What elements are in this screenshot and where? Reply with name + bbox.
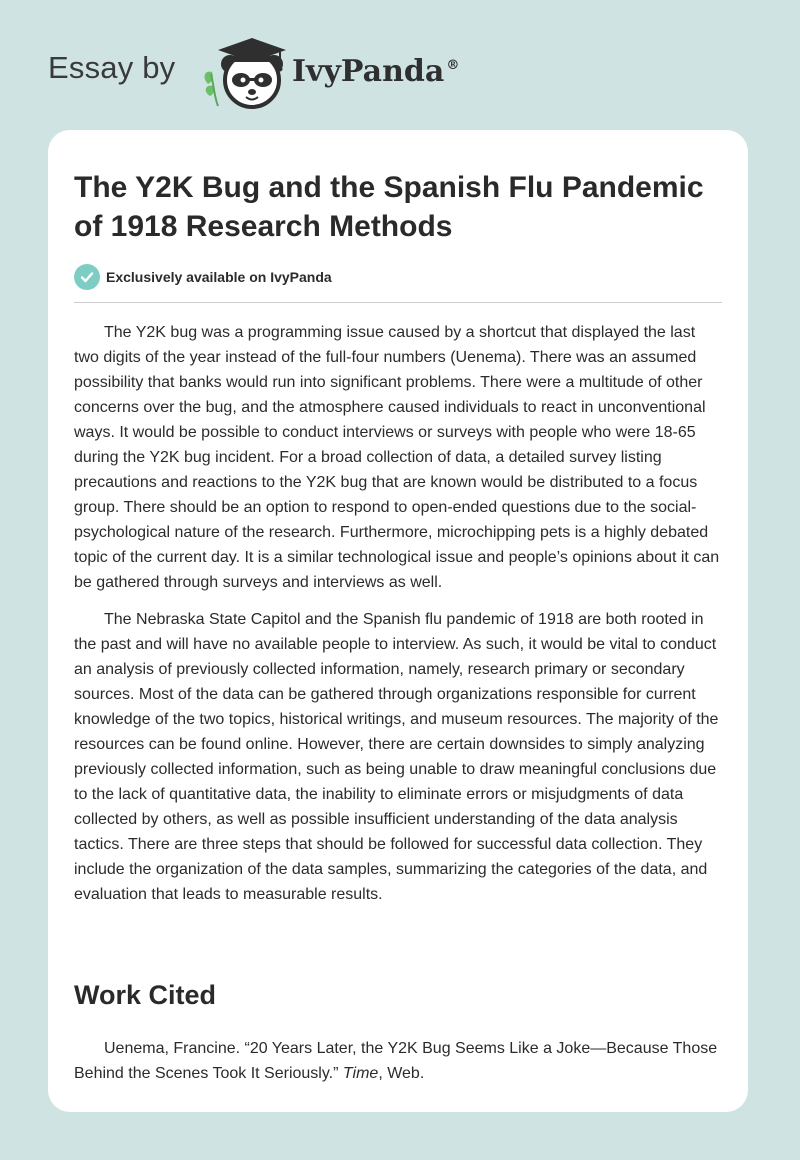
- citation-text: Uenema, Francine. “20 Years Later, the Y2K Bug Seems Like a Joke—Because Those Behind the Scenes Took It Seriously.”: [74, 1040, 718, 1082]
- exclusive-badge: [74, 264, 332, 290]
- page-title: The Y2K Bug and the Spanish Flu Pandemic of 1918 Research Methods: [74, 171, 704, 243]
- brand-name-text: IvyPanda: [292, 54, 445, 89]
- site-header: [0, 0, 800, 130]
- work-cited-heading: Work Cited: [74, 980, 217, 1010]
- essay-body: [74, 320, 724, 919]
- check-circle-icon: [74, 264, 100, 290]
- essay-card: [48, 130, 748, 1112]
- exclusive-badge-label: Exclusively available on IvyPanda: [106, 269, 332, 285]
- body-paragraph: The Y2K bug was a programming issue caused by a shortcut that displayed the last two digits of the year instead of the full-four numbers (Uenema). There was an assumed possibility that banks would run into significant problems. There were a multitude of other concerns over the bug, and the atmosphere caused individuals to react in unconventional ways. It would be possible to conduct interviews or surveys with people who were 18-65 during the Y2K bug incident. For a broad collection of data, a detailed survey listing precautions and reactions to the Y2K bug that are known would be distributed to a focus group. There should be an option to respond to open-ended questions due to the social-psychological nature of the research. Furthermore, microchipping pets is a highly debated topic of the current day. It is a similar technological issue and people’s opinions about it can be gathered through surveys and interviews as well.: [74, 324, 720, 591]
- panda-graduation-cap-logo-icon: [200, 34, 290, 114]
- citation-suffix: , Web.: [378, 1065, 425, 1082]
- divider: [74, 302, 722, 303]
- body-paragraph: The Nebraska State Capitol and the Spanish flu pandemic of 1918 are both rooted in the past and will have no available people to interview. As such, it would be vital to conduct an analysis of previously collected information, namely, research primary or secondary sources. Most of the data can be gathered through organizations responsible for current knowledge of the two topics, historical writings, and museum resources. The majority of the resources can be found online. However, there are certain downsides to simply analyzing previously collected information, such as being unable to draw meaningful conclusions due to the lack of quantitative data, the inability to eliminate errors or misjudgments of data collected by others, as well as possible insufficient understanding of the data analysis tactics. There are three steps that should be followed for successful data collection. They include the organization of the data samples, summarizing the categories of the data, and evaluation that leads to measurable results.: [74, 611, 719, 903]
- ivypanda-logo[interactable]: [200, 34, 470, 114]
- citation-entry: [74, 1036, 724, 1086]
- citation-source-title: Time: [342, 1065, 379, 1082]
- registered-mark: ®: [446, 58, 460, 73]
- brand-name: [292, 54, 459, 89]
- essay-by-label: Essay by: [48, 50, 176, 85]
